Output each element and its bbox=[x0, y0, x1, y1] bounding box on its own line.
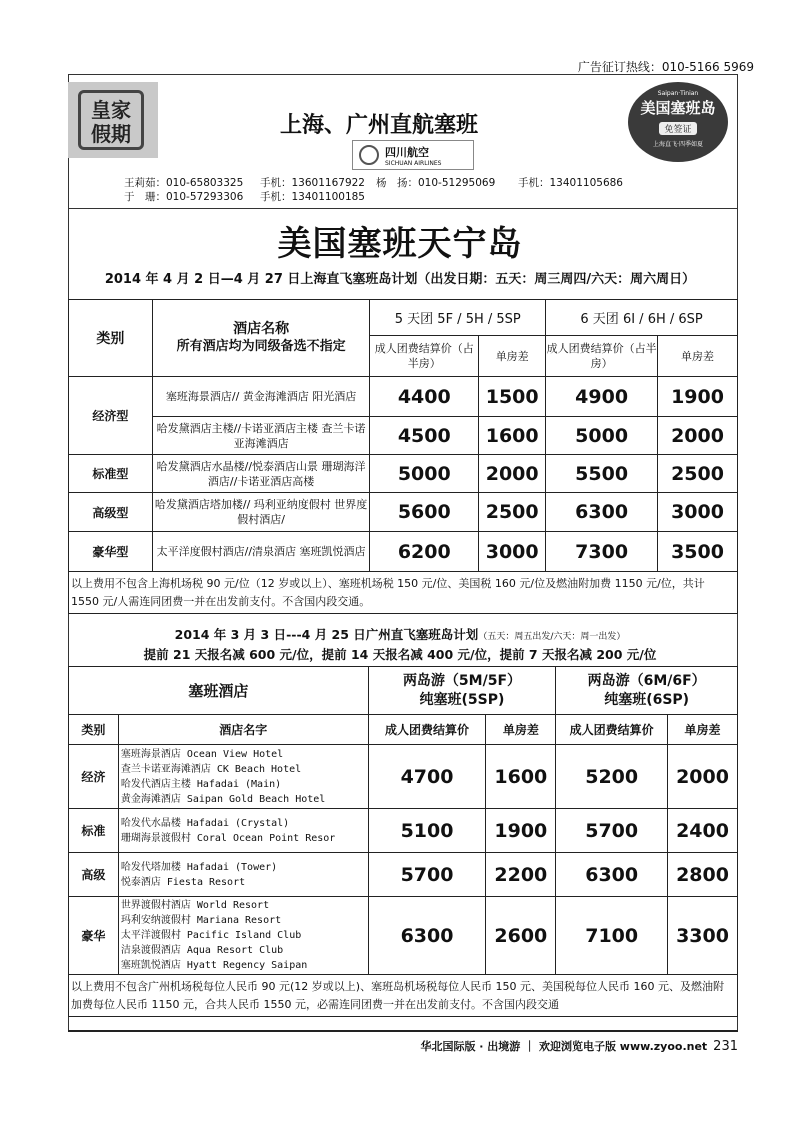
table-row bbox=[69, 455, 738, 493]
airline-bird-icon bbox=[359, 145, 379, 165]
price-cell: 5000 bbox=[370, 455, 479, 493]
price-cell: 6200 bbox=[370, 532, 479, 572]
price-cell: 3000 bbox=[479, 532, 546, 572]
hotel-cell: 哈发黛酒店塔加楼// 玛利亚纳度假村 世界度假村酒店/ bbox=[152, 493, 370, 532]
hotel-cell: 哈发代塔加楼 Hafadai (Tower) 悦泰酒店 Fiesta Resort bbox=[118, 853, 368, 897]
price-cell: 2200 bbox=[486, 853, 556, 897]
price-cell: 2500 bbox=[658, 455, 738, 493]
hotel-cell: 太平洋度假村酒店//清泉酒店 塞班凯悦酒店 bbox=[152, 532, 370, 572]
guangzhou-price-table bbox=[68, 666, 738, 1017]
hotel-cell: 世界渡假村酒店 World Resort 玛利安纳渡假村 Mariana Resort 太平洋渡假村 Pacific Island Club 洁泉渡假酒店 Aqua Resort Club 塞班凯悦酒店 Hyatt Regency Saipan bbox=[118, 897, 368, 975]
price-cell: 5500 bbox=[546, 455, 658, 493]
shanghai-price-table bbox=[68, 299, 738, 614]
footer-text: 华北国际版 · 出境游 ｜ 欢迎浏览电子版 www.zyoo.net bbox=[420, 1040, 708, 1053]
saipan-hotel-header: 塞班酒店 bbox=[69, 667, 369, 715]
five-day-header: 两岛游（5M/5F） 纯塞班(5SP) bbox=[368, 667, 556, 715]
price-cell: 5100 bbox=[368, 809, 486, 853]
adult-price-header: 成人团费结算价（占半房） bbox=[546, 336, 658, 377]
category-cell: 标准 bbox=[69, 809, 119, 853]
footer-rule bbox=[68, 1030, 738, 1032]
sichuan-airlines-logo: 四川航空 SICHUAN AIRLINES bbox=[352, 140, 474, 170]
category-cell: 豪华 bbox=[69, 897, 119, 975]
table-row bbox=[69, 745, 738, 809]
six-day-header: 两岛游（6M/6F） 纯塞班(6SP) bbox=[556, 667, 738, 715]
hotel-cell: 塞班海景酒店 Ocean View Hotel 查兰卡诺亚海滩酒店 CK Beach Hotel 哈发代酒店主楼 Hafadai (Main) 黄金海滩酒店 Saipan Gold Beach Hotel bbox=[118, 745, 368, 809]
price-cell: 4500 bbox=[370, 417, 479, 455]
table-row bbox=[69, 532, 738, 572]
ad-hotline: 广告征订热线：010-5166 5969 bbox=[577, 60, 754, 74]
category-cell: 豪华型 bbox=[69, 532, 153, 572]
hotel-cell: 哈发黛酒店主楼//卡诺亚酒店主楼 查兰卡诺亚海滩酒店 bbox=[152, 417, 370, 455]
hotel-cell: 哈发代水晶楼 Hafadai (Crystal) 珊瑚海景渡假村 Coral Ocean Point Resor bbox=[118, 809, 368, 853]
shanghai-plan-title: 2014 年 4 月 2 日—4 月 27 日上海直飞塞班岛计划（出发日期：五天：周三周四/六天：周六周日） bbox=[104, 272, 696, 287]
category-cell: 经济型 bbox=[69, 377, 153, 455]
price-cell: 5700 bbox=[556, 809, 668, 853]
category-header: 类别 bbox=[69, 300, 153, 377]
table-row bbox=[69, 377, 738, 417]
single-supplement-header: 单房差 bbox=[479, 336, 546, 377]
hotel-name-header: 酒店名称 所有酒店均为同级备选不指定 bbox=[152, 300, 370, 377]
price-cell: 4400 bbox=[370, 377, 479, 417]
price-cell: 6300 bbox=[368, 897, 486, 975]
category-cell: 高级 bbox=[69, 853, 119, 897]
category-header: 类别 bbox=[69, 715, 119, 745]
single-supplement-header: 单房差 bbox=[668, 715, 738, 745]
main-title: 美国塞班天宁岛 bbox=[277, 224, 523, 264]
footer bbox=[420, 1038, 738, 1054]
adult-price-header: 成人团费结算价 bbox=[368, 715, 486, 745]
table-row bbox=[69, 809, 738, 853]
price-cell: 1600 bbox=[479, 417, 546, 455]
royal-holiday-logo: 皇家 假期 bbox=[68, 82, 158, 158]
price-cell: 4700 bbox=[368, 745, 486, 809]
category-cell: 标准型 bbox=[69, 455, 153, 493]
price-cell: 1900 bbox=[658, 377, 738, 417]
price-cell: 5700 bbox=[368, 853, 486, 897]
six-day-header: 6 天团 6I / 6H / 6SP bbox=[546, 300, 738, 336]
price-cell: 5600 bbox=[370, 493, 479, 532]
price-cell: 2000 bbox=[668, 745, 738, 809]
header-rule bbox=[68, 208, 738, 209]
category-cell: 经济 bbox=[69, 745, 119, 809]
price-cell: 3300 bbox=[668, 897, 738, 975]
price-cell: 4900 bbox=[546, 377, 658, 417]
table-row bbox=[69, 853, 738, 897]
price-cell: 5000 bbox=[546, 417, 658, 455]
single-supplement-header: 单房差 bbox=[658, 336, 738, 377]
five-day-header: 5 天团 5F / 5H / 5SP bbox=[370, 300, 546, 336]
price-cell: 2500 bbox=[479, 493, 546, 532]
adult-price-header: 成人团费结算价 bbox=[556, 715, 668, 745]
fee-note: 以上费用不包含上海机场税 90 元/位（12 岁或以上）、塞班机场税 150 元/位、美国税 160 元/位及燃油附加费 1150 元/位，共计 1550 元/人需连同团费一并在出发前支付。不含国内段交通。 bbox=[69, 572, 738, 614]
price-cell: 1600 bbox=[486, 745, 556, 809]
guangzhou-plan-title: 2014 年 3 月 3 日---4 月 25 日广州直飞塞班岛计划（五天：周五出发/六天：周一出发） 提前 21 天报名减 600 元/位，提前 14 天报名减 400 元/位，提前 7 天报名减 200 元/位 bbox=[143, 627, 657, 662]
price-cell: 2000 bbox=[658, 417, 738, 455]
price-cell: 1900 bbox=[486, 809, 556, 853]
fee-note: 以上费用不包含广州机场税每位人民币 90 元(12 岁或以上)、塞班岛机场税每位人民币 150 元、美国税每位人民币 160 元、及燃油附加费每位人民币 1150 元，合共人民币 1550 元，必需连同团费一并在出发前支付。不含国内段交通 bbox=[69, 975, 738, 1017]
price-cell: 7300 bbox=[546, 532, 658, 572]
contact-list: 王莉茹：010-65803325 手机：13601167922 杨 扬：010-51295069 手机：13401105686 于 珊：010-57293306 手机：13401100185 bbox=[124, 177, 623, 203]
saipan-badge-logo: Saipan·Tinian 美国塞班岛 免签证 上海直飞·四季如夏 bbox=[628, 82, 728, 162]
table-row bbox=[69, 417, 738, 455]
single-supplement-header: 单房差 bbox=[486, 715, 556, 745]
route-title: 上海、广州直航塞班 bbox=[280, 112, 479, 138]
price-cell: 3000 bbox=[658, 493, 738, 532]
price-cell: 2800 bbox=[668, 853, 738, 897]
table-row bbox=[69, 897, 738, 975]
price-cell: 5200 bbox=[556, 745, 668, 809]
page-number: 231 bbox=[713, 1039, 738, 1054]
price-cell: 3500 bbox=[658, 532, 738, 572]
hotel-name-header: 酒店名字 bbox=[118, 715, 368, 745]
price-cell: 7100 bbox=[556, 897, 668, 975]
price-cell: 6300 bbox=[546, 493, 658, 532]
price-cell: 6300 bbox=[556, 853, 668, 897]
table-row bbox=[69, 493, 738, 532]
price-cell: 2000 bbox=[479, 455, 546, 493]
category-cell: 高级型 bbox=[69, 493, 153, 532]
price-cell: 2600 bbox=[486, 897, 556, 975]
price-cell: 2400 bbox=[668, 809, 738, 853]
hotel-cell: 哈发黛酒店水晶楼//悦泰酒店山景 珊瑚海洋酒店//卡诺亚酒店高楼 bbox=[152, 455, 370, 493]
hotel-cell: 塞班海景酒店// 黄金海滩酒店 阳光酒店 bbox=[152, 377, 370, 417]
price-cell: 1500 bbox=[479, 377, 546, 417]
adult-price-header: 成人团费结算价（占半房） bbox=[370, 336, 479, 377]
